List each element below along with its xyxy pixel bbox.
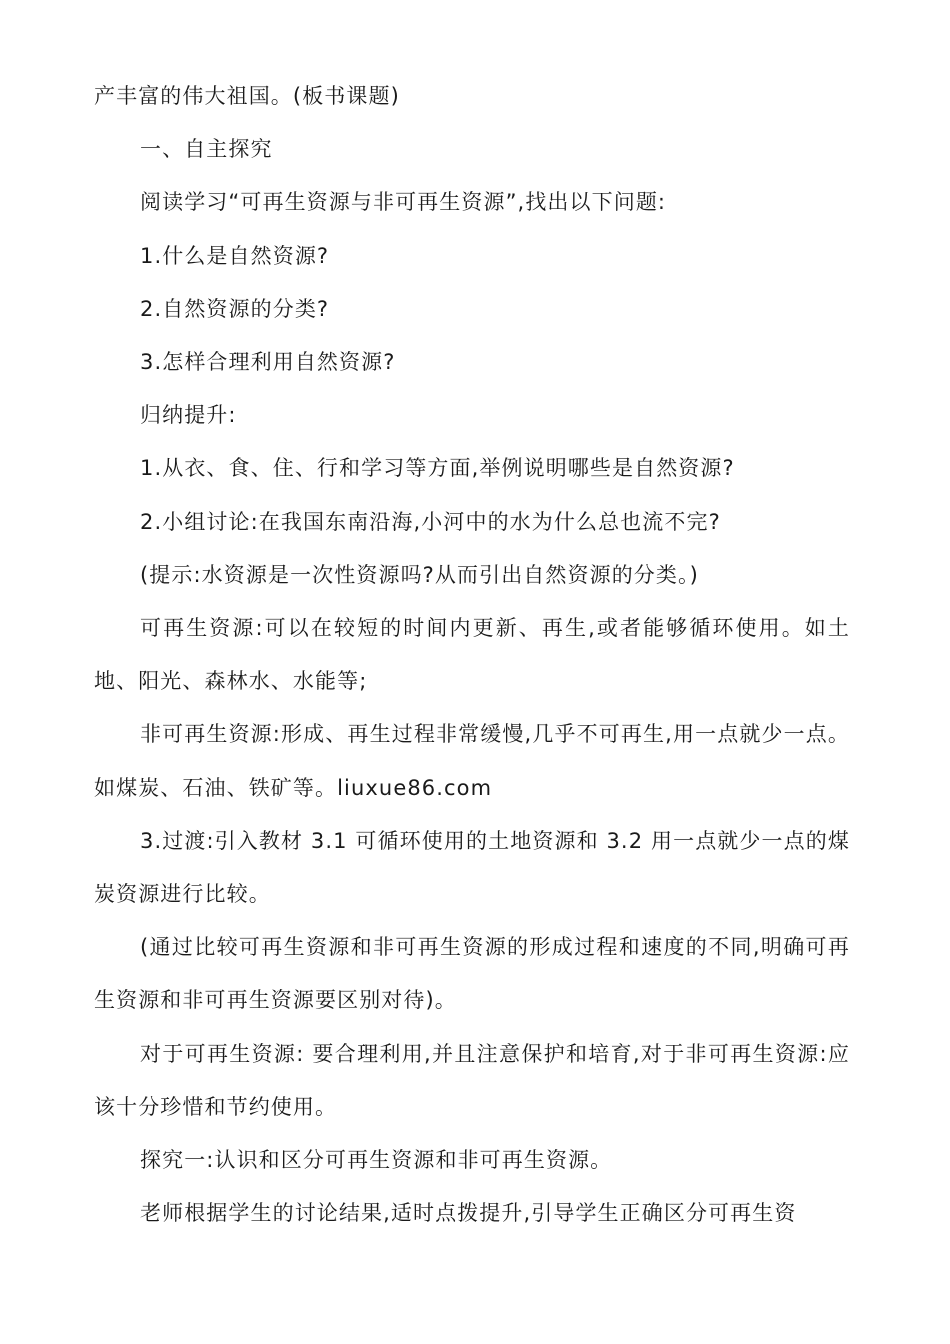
summary-item-2: 2.小组讨论:在我国东南沿海,小河中的水为什么总也流不完? — [140, 509, 721, 534]
summary-item-1: 1.从衣、食、住、行和学习等方面,举例说明哪些是自然资源? — [140, 456, 735, 481]
section-heading-self-study: 一、自主探究 — [140, 137, 273, 162]
exploration-one-heading: 探究一:认识和区分可再生资源和非可再生资源。 — [140, 1148, 613, 1173]
nonrenewable-definition: 非可再生资源:形成、再生过程非常缓慢,几乎不可再生,用一点就少一点。如煤炭、石油、铁矿等。liuxue86.com — [94, 722, 850, 800]
renewable-definition: 可再生资源:可以在较短的时间内更新、再生,或者能够循环使用。如土地、阳光、森林水、水能等; — [94, 616, 850, 694]
teacher-guidance-paragraph: 老师根据学生的讨论结果,适时点拨提升,引导学生正确区分可再生资 — [140, 1201, 797, 1226]
comparison-note: (通过比较可再生资源和非可再生资源的形成过程和速度的不同,明确可再生资源和非可再生资源要区别对待)。 — [94, 935, 850, 1013]
usage-guidance: 对于可再生资源: 要合理利用,并且注意保护和培育,对于非可再生资源:应该十分珍惜和节约使用。 — [94, 1041, 850, 1119]
paragraph-continuation: 产丰富的伟大祖国。(板书课题) — [94, 84, 400, 108]
question-item-3: 3.怎样合理利用自然资源? — [140, 350, 396, 375]
paragraph-reading-task: 阅读学习“可再生资源与非可再生资源”,找出以下问题: — [140, 190, 667, 215]
question-item-1: 1.什么是自然资源? — [140, 243, 330, 268]
hint-paragraph: (提示:水资源是一次性资源吗?从而引出自然资源的分类。) — [140, 562, 699, 587]
transition-paragraph: 3.过渡:引入教材 3.1 可循环使用的土地资源和 3.2 用一点就少一点的煤炭资源进行比较。 — [94, 828, 850, 907]
subheading-summary: 归纳提升: — [140, 403, 237, 428]
question-item-2: 2.自然资源的分类? — [140, 296, 330, 321]
